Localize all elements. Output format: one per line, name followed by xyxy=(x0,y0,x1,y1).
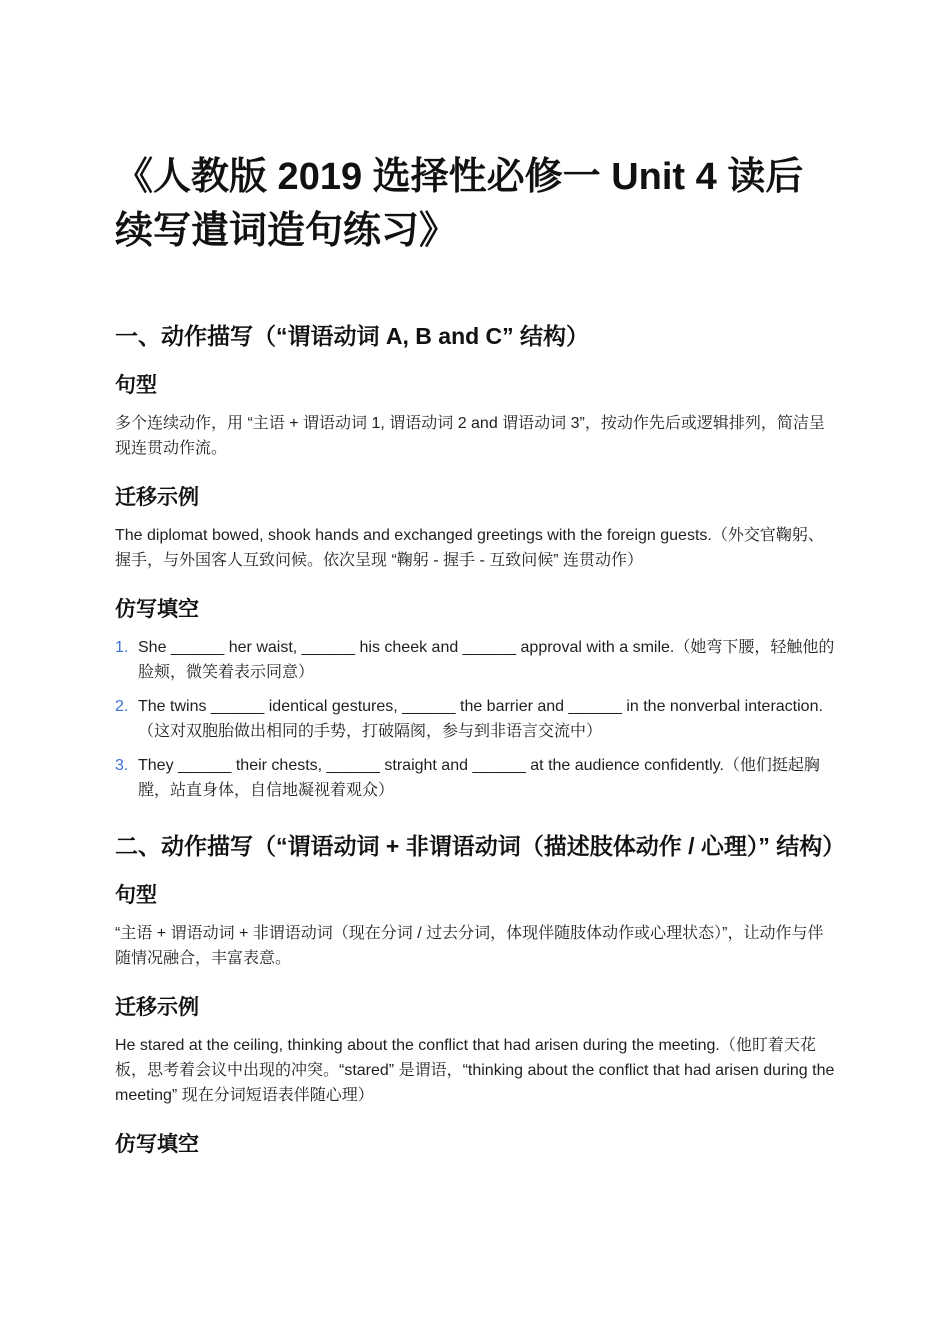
exercise-heading: 仿写填空 xyxy=(115,1133,199,1156)
list-item-number: 1. xyxy=(115,639,129,656)
example-text: He stared at the ceiling, thinking about the conflict that had arisen during the meeting.（他盯着天花板，思考着会议中出现的冲突。“stared” 是谓语，“thinking about the conflict that had arisen during the meeting” 现在分词短语表伴随心理） xyxy=(115,1037,835,1104)
section-2 xyxy=(115,828,846,1160)
exercise-list xyxy=(115,635,837,803)
document-title: 《人教版 2019 选择性必修一 Unit 4 读后续写遣词造句练习》 xyxy=(115,156,804,252)
section-heading: 二、动作描写（“谓语动词 + 非谓语动词（描述肢体动作 / 心理）” 结构） xyxy=(115,833,846,859)
pattern-text: 多个连续动作，用 “主语 + 谓语动词 1, 谓语动词 2 and 谓语动词 3”，按动作先后或逻辑排列，简洁呈现连贯动作流。 xyxy=(115,415,825,457)
list-item xyxy=(115,694,837,744)
list-item-text: They ______ their chests, ______ straight and ______ at the audience confidently.（他们挺起胸膛，站直身体，自信地凝视着观众） xyxy=(138,757,820,799)
pattern-heading: 句型 xyxy=(115,884,157,907)
document-page xyxy=(115,150,846,1170)
section-heading: 一、动作描写（“谓语动词 A, B and C” 结构） xyxy=(115,323,590,349)
pattern-heading: 句型 xyxy=(115,374,157,397)
example-heading: 迁移示例 xyxy=(115,486,199,509)
list-item xyxy=(115,753,837,803)
example-heading: 迁移示例 xyxy=(115,996,199,1019)
section-1 xyxy=(115,318,837,803)
list-item-number: 3. xyxy=(115,757,129,774)
exercise-heading: 仿写填空 xyxy=(115,598,199,621)
list-item xyxy=(115,635,837,685)
list-item-number: 2. xyxy=(115,698,129,715)
list-item-text: The twins ______ identical gestures, ______ the barrier and ______ in the nonverbal interaction.（这对双胞胎做出相同的手势，打破隔阂，参与到非语言交流中） xyxy=(138,698,823,740)
example-text: The diplomat bowed, shook hands and exchanged greetings with the foreign guests.（外交官鞠躬、握手，与外国客人互致问候。依次呈现 “鞠躬 - 握手 - 互致问候” 连贯动作） xyxy=(115,527,824,569)
list-item-text: She ______ her waist, ______ his cheek and ______ approval with a smile.（她弯下腰，轻触他的脸颊，微笑着表示同意） xyxy=(138,639,835,681)
pattern-text: “主语 + 谓语动词 + 非谓语动词（现在分词 / 过去分词，体现伴随肢体动作或心理状态）”，让动作与伴随情况融合，丰富表意。 xyxy=(115,925,824,967)
